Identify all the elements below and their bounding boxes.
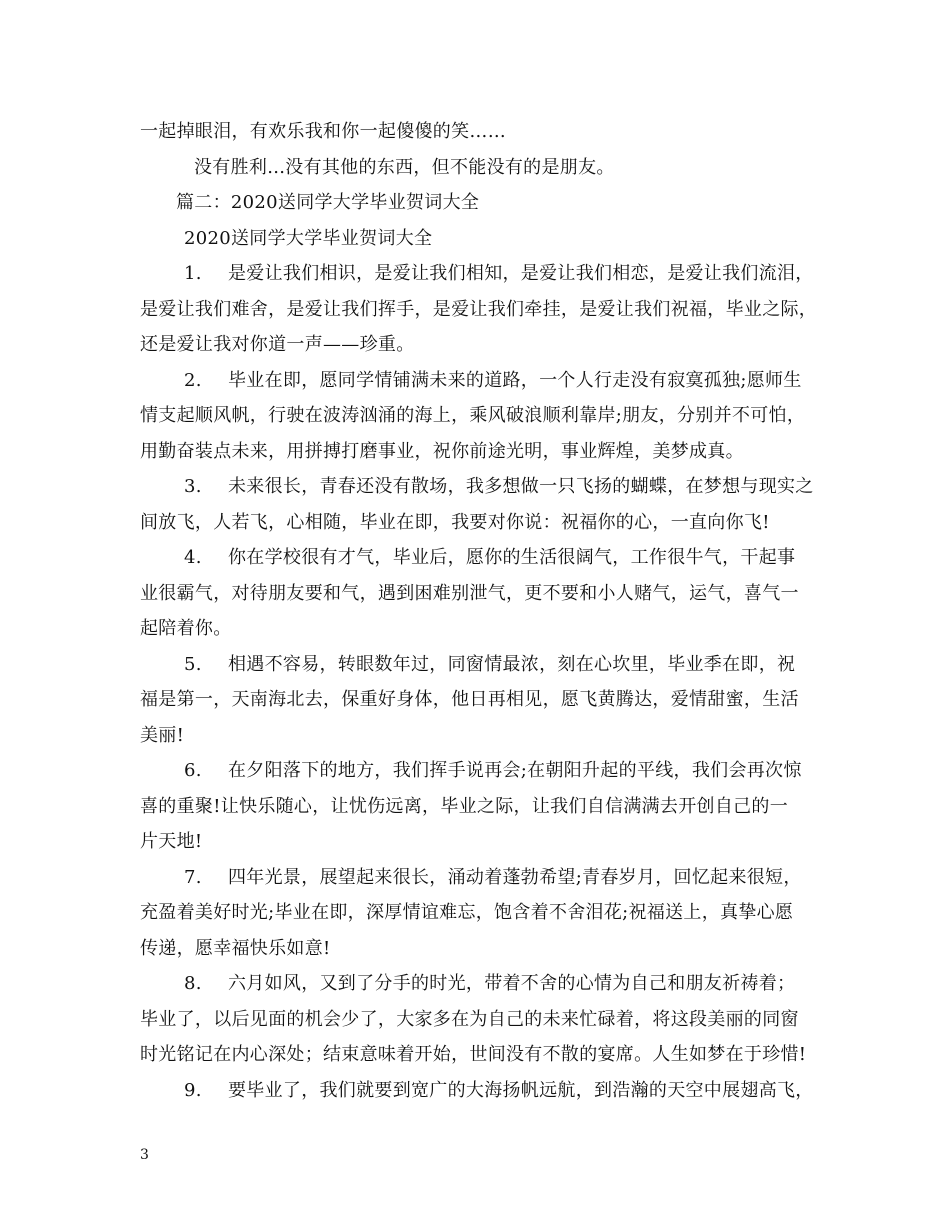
item-number: 2. [184, 369, 202, 391]
text-line: 充盈着美好时光;毕业在即，深厚情谊难忘，饱含着不舍泪花;祝福送上，真挚心愿 [140, 902, 794, 923]
item-number: 6. [184, 760, 202, 781]
text-line: 一起掉眼泪，有欢乐我和你一起傻傻的笑…… [140, 121, 506, 142]
page-number: 3 [140, 1147, 149, 1163]
text-line: 片天地! [140, 831, 203, 852]
section-title: 2020送同学大学毕业贺词大全 [184, 227, 433, 249]
item-number: 1. [184, 263, 202, 284]
text-line: 用勤奋装点未来，用拼搏打磨事业，祝你前途光明，事业辉煌，美梦成真。 [140, 440, 744, 462]
text-line: 要毕业了，我们就要到宽广的大海扬帆远航，到浩瀚的天空中展翅高飞， [228, 1079, 814, 1101]
item-number: 4. [184, 547, 202, 568]
text-line: 福是第一，天南海北去，保重好身体，他日再相见，愿飞黄腾达，爱情甜蜜，生活 [140, 689, 799, 710]
text-line: 相遇不容易，转眼数年过，同窗情最浓，刻在心坎里，毕业季在即，祝 [228, 653, 796, 675]
text-line: 传递，愿幸福快乐如意! [140, 937, 331, 959]
item-number: 3. [184, 476, 202, 497]
text-line: 情支起顺风帆，行驶在波涛汹涌的海上，乘风破浪顺利靠岸;朋友，分别并不可怕， [140, 405, 806, 426]
list-item [140, 1073, 820, 1109]
text-line: 毕业在即，愿同学情铺满未来的道路，一个人行走没有寂寞孤独;愿师生 [228, 369, 802, 391]
list-item [140, 256, 820, 363]
text-line: 是爱让我们相识，是爱让我们相知，是爱让我们相恋，是爱让我们流泪， [228, 263, 814, 284]
list-item [140, 966, 820, 1073]
item-number: 5. [184, 653, 202, 675]
list-item [140, 469, 820, 540]
list-item [140, 363, 820, 470]
text-line: 四年光景，展望起来很长，涌动着蓬勃希望;青春岁月，回忆起来很短， [228, 866, 802, 888]
item-number: 8. [184, 973, 202, 994]
text-line: 起陪着你。 [140, 618, 232, 639]
list-item [140, 860, 820, 967]
list-item [140, 753, 820, 860]
text-line: 美丽! [140, 724, 185, 746]
text-line: 时光铭记在内心深处；结束意味着开始，世间没有不散的宴席。人生如梦在于珍惜! [140, 1044, 807, 1065]
document-body [140, 114, 820, 1108]
item-number: 9. [184, 1079, 202, 1101]
list-item [140, 647, 820, 754]
text-line: 在夕阳落下的地方，我们挥手说再会;在朝阳升起的平线，我们会再次惊 [228, 760, 802, 781]
list-item [140, 540, 820, 647]
text-line: 你在学校很有才气，毕业后，愿你的生活很阔气，工作很牛气，干起事 [228, 547, 796, 568]
text-line: 未来很长，青春还没有散场，我多想做一只飞扬的蝴蝶，在梦想与现实之 [228, 476, 814, 497]
text-line: 六月如风，又到了分手的时光，带着不舍的心情为自己和朋友祈祷着； [228, 973, 796, 994]
text-line: 是爱让我们难舍，是爱让我们挥手，是爱让我们牵挂，是爱让我们祝福，毕业之际， [140, 298, 818, 320]
item-number: 7. [184, 866, 202, 888]
section-heading: 篇二：2020送同学大学毕业贺词大全 [176, 192, 480, 213]
text-line: 间放飞，人若飞，心相随，毕业在即，我要对你说：祝福你的心，一直向你飞! [140, 511, 770, 533]
text-line: 还是爱让我对你道一声——珍重。 [140, 334, 415, 355]
text-line: 喜的重聚!让快乐随心，让忧伤远离，毕业之际，让我们自信满满去开创自己的一 [140, 795, 789, 817]
text-line: 没有胜利...没有其他的东西，但不能没有的是朋友。 [194, 156, 615, 178]
text-line: 毕业了，以后见面的机会少了，大家多在为自己的未来忙碌着，将这段美丽的同窗 [140, 1008, 799, 1030]
text-line: 业很霸气，对待朋友要和气，遇到困难别泄气，更不要和小人赌气，运气，喜气一 [140, 582, 799, 604]
